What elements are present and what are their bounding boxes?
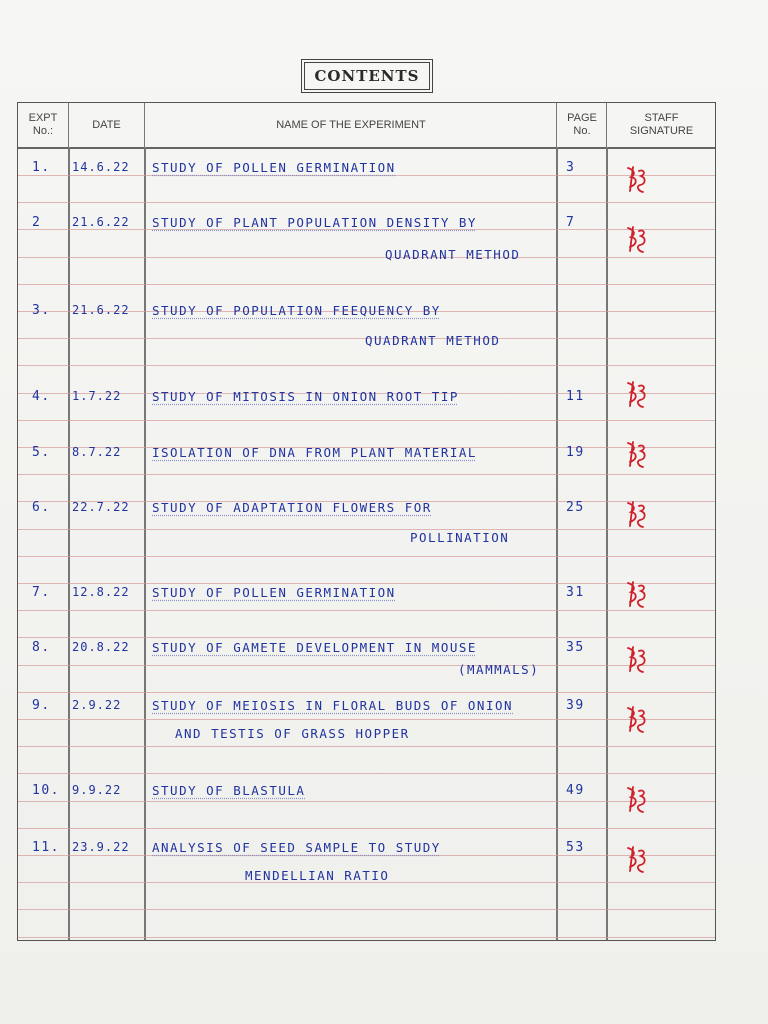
column-divider xyxy=(556,147,558,940)
experiment-number: 5. xyxy=(32,445,51,460)
page-number: 31 xyxy=(566,585,585,600)
experiment-name: STUDY OF MEIOSIS IN FLORAL BUDS OF ONION xyxy=(152,698,514,713)
ruled-line xyxy=(18,719,715,720)
ruled-line xyxy=(18,637,715,638)
experiment-name: ANALYSIS OF SEED SAMPLE TO STUDY xyxy=(152,840,441,855)
experiment-name-continued: QUADRANT METHOD xyxy=(365,333,501,348)
experiment-name: STUDY OF GAMETE DEVELOPMENT IN MOUSE xyxy=(152,640,477,655)
experiment-date: 1.7.22 xyxy=(72,389,122,403)
experiment-number: 9. xyxy=(32,698,51,713)
experiment-number: 7. xyxy=(32,585,51,600)
page-title: CONTENTS xyxy=(304,62,430,90)
page-number: 11 xyxy=(566,389,585,404)
experiment-name: STUDY OF POPULATION FEEQUENCY BY xyxy=(152,303,441,318)
experiment-number: 2 xyxy=(32,215,42,230)
experiment-number: 1. xyxy=(32,160,51,175)
ruled-line xyxy=(18,529,715,530)
experiment-number: 8. xyxy=(32,640,51,655)
experiment-name: STUDY OF BLASTULA xyxy=(152,783,306,798)
experiment-date: 8.7.22 xyxy=(72,445,122,459)
page-number: 7 xyxy=(566,215,576,230)
header-page-no: PAGE No. xyxy=(558,103,607,147)
column-divider xyxy=(606,147,608,940)
experiment-name: STUDY OF POLLEN GERMINATION xyxy=(152,160,396,175)
page-number: 39 xyxy=(566,698,585,713)
experiment-date: 2.9.22 xyxy=(72,698,122,712)
signature-mark-icon xyxy=(624,845,650,875)
ruled-line xyxy=(18,556,715,557)
ruled-line xyxy=(18,202,715,203)
experiment-number: 3. xyxy=(32,303,51,318)
header-experiment-name: NAME OF THE EXPERIMENT xyxy=(146,103,557,147)
ruled-line xyxy=(18,420,715,421)
signature-mark-icon xyxy=(624,500,650,530)
ruled-line xyxy=(18,284,715,285)
signature-mark-icon xyxy=(624,165,650,195)
experiment-date: 22.7.22 xyxy=(72,500,130,514)
ruled-line xyxy=(18,937,715,938)
header-divider xyxy=(18,147,715,149)
experiment-name: STUDY OF PLANT POPULATION DENSITY BY xyxy=(152,215,477,230)
ruled-line xyxy=(18,257,715,258)
page-number: 19 xyxy=(566,445,585,460)
experiment-name: STUDY OF MITOSIS IN ONION ROOT TIP xyxy=(152,389,459,404)
page-number: 3 xyxy=(566,160,576,175)
ruled-line xyxy=(18,746,715,747)
page-number: 49 xyxy=(566,783,585,798)
signature-mark-icon xyxy=(624,380,650,410)
experiment-number: 11. xyxy=(32,840,60,855)
signature-mark-icon xyxy=(624,580,650,610)
page-number: 35 xyxy=(566,640,585,655)
page-number: 25 xyxy=(566,500,585,515)
signature-mark-icon xyxy=(624,225,650,255)
experiment-name-continued: MENDELLIAN RATIO xyxy=(245,868,390,883)
header-date: DATE xyxy=(69,103,145,147)
ruled-line xyxy=(18,828,715,829)
experiment-name-continued: QUADRANT METHOD xyxy=(385,247,521,262)
experiment-date: 9.9.22 xyxy=(72,783,122,797)
ruled-line xyxy=(18,855,715,856)
ruled-line xyxy=(18,801,715,802)
experiment-date: 21.6.22 xyxy=(72,303,130,317)
experiment-name-continued: AND TESTIS OF GRASS HOPPER xyxy=(175,726,410,741)
experiment-number: 6. xyxy=(32,500,51,515)
experiment-date: 14.6.22 xyxy=(72,160,130,174)
ruled-line xyxy=(18,909,715,910)
experiment-date: 23.9.22 xyxy=(72,840,130,854)
header-staff-signature: STAFF SIGNATURE xyxy=(629,112,694,137)
experiment-name: STUDY OF POLLEN GERMINATION xyxy=(152,585,396,600)
column-divider xyxy=(144,147,146,940)
experiment-number: 10. xyxy=(32,783,60,798)
header-expt-no: EXPT No.: xyxy=(18,103,69,147)
ruled-line xyxy=(18,610,715,611)
signature-mark-icon xyxy=(624,785,650,815)
ruled-line xyxy=(18,365,715,366)
signature-mark-icon xyxy=(624,440,650,470)
experiment-number: 4. xyxy=(32,389,51,404)
signature-mark-icon xyxy=(624,645,650,675)
experiment-date: 12.8.22 xyxy=(72,585,130,599)
ruled-line xyxy=(18,583,715,584)
page-number: 53 xyxy=(566,840,585,855)
ruled-line xyxy=(18,773,715,774)
experiment-name: STUDY OF ADAPTATION FLOWERS FOR xyxy=(152,500,432,515)
ruled-line xyxy=(18,692,715,693)
experiment-date: 21.6.22 xyxy=(72,215,130,229)
ruled-line xyxy=(18,665,715,666)
column-divider xyxy=(68,147,70,940)
ruled-line xyxy=(18,474,715,475)
experiment-name: ISOLATION OF DNA FROM PLANT MATERIAL xyxy=(152,445,477,460)
ruled-line xyxy=(18,175,715,176)
signature-mark-icon xyxy=(624,705,650,735)
experiment-date: 20.8.22 xyxy=(72,640,130,654)
experiment-name-continued: POLLINATION xyxy=(410,530,510,545)
experiment-name-continued: (MAMMALS) xyxy=(458,662,540,677)
